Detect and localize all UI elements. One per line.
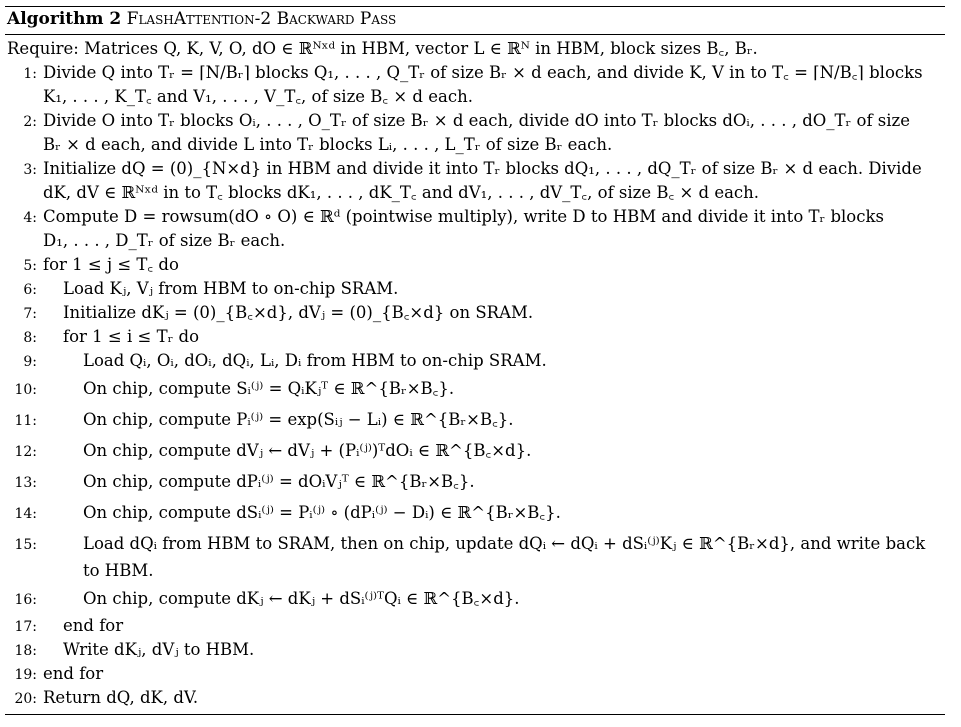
line-text: Return dQ, dK, dV.	[43, 688, 199, 707]
algorithm-line	[5, 404, 945, 435]
line-number: 19:	[14, 667, 37, 683]
algorithm-block	[5, 6, 945, 715]
line-text: for 1 ≤ i ≤ Tᵣ do	[63, 327, 200, 346]
title-rule	[5, 34, 945, 35]
line-text: Write dKⱼ, dVⱼ to HBM.	[63, 640, 255, 659]
algorithm-line	[5, 205, 945, 229]
algorithm-number: Algorithm 2	[7, 9, 122, 29]
line-number: 1:	[23, 66, 37, 82]
line-number: 9:	[23, 354, 37, 370]
line-continuation-text: dK, dV ∈ ℝᴺˣᵈ in to T꜀ blocks dK₁, . . . , dK_T꜀ and dV₁, . . . , dV_T꜀, of size B꜀ × d each.	[43, 183, 760, 202]
require-text: Require: Matrices Q, K, V, O, dO ∈ ℝᴺˣᵈ in HBM, vector L ∈ ℝᴺ in HBM, block sizes B꜀, Bᵣ.	[7, 39, 758, 58]
line-number: 10:	[14, 382, 37, 398]
algorithm-line	[5, 109, 945, 133]
algorithm-line	[5, 349, 945, 373]
line-number: 5:	[23, 258, 37, 274]
line-text: On chip, compute dVⱼ ← dVⱼ + (Pᵢ⁽ʲ⁾)ᵀdOᵢ ∈ ℝ^{B꜀×d}.	[83, 441, 532, 460]
line-text: On chip, compute Pᵢ⁽ʲ⁾ = exp(Sᵢⱼ − Lᵢ) ∈ ℝ^{Bᵣ×B꜀}.	[83, 410, 514, 429]
algorithm-line	[5, 528, 945, 559]
line-text: On chip, compute dKⱼ ← dKⱼ + dSᵢ⁽ʲ⁾ᵀQᵢ ∈ ℝ^{B꜀×d}.	[83, 589, 520, 608]
line-number: 11:	[14, 413, 37, 429]
algorithm-line-continuation	[5, 559, 945, 583]
line-text: Load Kⱼ, Vⱼ from HBM to on-chip SRAM.	[63, 279, 399, 298]
line-text: Load dQᵢ from HBM to SRAM, then on chip, update dQᵢ ← dQᵢ + dSᵢ⁽ʲ⁾Kⱼ ∈ ℝ^{Bᵣ×d}, and write back	[83, 534, 926, 553]
algorithm-line	[5, 373, 945, 404]
line-number: 8:	[23, 330, 37, 346]
line-text: On chip, compute Sᵢ⁽ʲ⁾ = QᵢKⱼᵀ ∈ ℝ^{Bᵣ×B꜀}.	[83, 379, 455, 398]
line-continuation-text: D₁, . . . , D_Tᵣ of size Bᵣ each.	[43, 231, 286, 250]
line-text: end for	[43, 664, 104, 683]
line-number: 18:	[14, 643, 37, 659]
line-number: 7:	[23, 306, 37, 322]
line-number: 4:	[23, 210, 37, 226]
line-continuation-text: K₁, . . . , K_T꜀ and V₁, . . . , V_T꜀, of size B꜀ × d each.	[43, 87, 473, 106]
line-number: 20:	[14, 691, 37, 707]
line-number: 14:	[14, 506, 37, 522]
algorithm-line	[5, 686, 945, 710]
algorithm-line	[5, 301, 945, 325]
algorithm-line	[5, 253, 945, 277]
line-text: for 1 ≤ j ≤ T꜀ do	[43, 255, 179, 274]
algorithm-line-continuation	[5, 181, 945, 205]
line-text: On chip, compute dPᵢ⁽ʲ⁾ = dOᵢVⱼᵀ ∈ ℝ^{Bᵣ×B꜀}.	[83, 472, 475, 491]
line-number: 12:	[14, 444, 37, 460]
algorithm-line-continuation	[5, 85, 945, 109]
algorithm-line	[5, 614, 945, 638]
line-number: 17:	[14, 619, 37, 635]
algorithm-line-continuation	[5, 229, 945, 253]
algorithm-line	[5, 435, 945, 466]
require-line	[5, 37, 945, 61]
algorithm-line	[5, 325, 945, 349]
line-text: Compute D = rowsum(dO ∘ O) ∈ ℝᵈ (pointwise multiply), write D to HBM and divide it into Tᵣ blocks	[43, 207, 884, 226]
line-text: Divide Q into Tᵣ = ⌈N/Bᵣ⌉ blocks Q₁, . . . , Q_Tᵣ of size Bᵣ × d each, and divide K, V in to T꜀ = ⌈N/B꜀⌉ blocks	[43, 63, 923, 82]
line-continuation-text: Bᵣ × d each, and divide L into Tᵣ blocks Lᵢ, . . . , L_Tᵣ of size Bᵣ each.	[43, 135, 613, 154]
algorithm-line-continuation	[5, 133, 945, 157]
algorithm-line	[5, 662, 945, 686]
algorithm-title	[5, 7, 945, 31]
line-number: 15:	[14, 537, 37, 553]
bottom-rule	[5, 714, 945, 715]
algorithm-name: FlashAttention-2 Backward Pass	[126, 9, 397, 29]
line-number: 2:	[23, 114, 37, 130]
algorithm-line	[5, 497, 945, 528]
algorithm-lines	[5, 61, 945, 710]
algorithm-line	[5, 638, 945, 662]
line-number: 13:	[14, 475, 37, 491]
algorithm-line	[5, 61, 945, 85]
line-text: Load Qᵢ, Oᵢ, dOᵢ, dQᵢ, Lᵢ, Dᵢ from HBM to on-chip SRAM.	[83, 351, 547, 370]
algorithm-line	[5, 157, 945, 181]
line-text: On chip, compute dSᵢ⁽ʲ⁾ = Pᵢ⁽ʲ⁾ ∘ (dPᵢ⁽ʲ⁾ − Dᵢ) ∈ ℝ^{Bᵣ×B꜀}.	[83, 503, 561, 522]
line-number: 6:	[23, 282, 37, 298]
line-continuation-text: to HBM.	[83, 561, 154, 580]
line-number: 16:	[14, 592, 37, 608]
line-text: Initialize dQ = (0)_{N×d} in HBM and divide it into Tᵣ blocks dQ₁, . . . , dQ_Tᵣ of size Bᵣ × d each. Divide	[43, 159, 922, 178]
algorithm-line	[5, 583, 945, 614]
line-text: Initialize dKⱼ = (0)_{B꜀×d}, dVⱼ = (0)_{B꜀×d} on SRAM.	[63, 303, 534, 322]
line-number: 3:	[23, 162, 37, 178]
algorithm-line	[5, 466, 945, 497]
line-text: Divide O into Tᵣ blocks Oᵢ, . . . , O_Tᵣ of size Bᵣ × d each, divide dO into Tᵣ blocks dOᵢ, . . . , dO_Tᵣ of size	[43, 111, 911, 130]
line-text: end for	[63, 616, 124, 635]
algorithm-line	[5, 277, 945, 301]
